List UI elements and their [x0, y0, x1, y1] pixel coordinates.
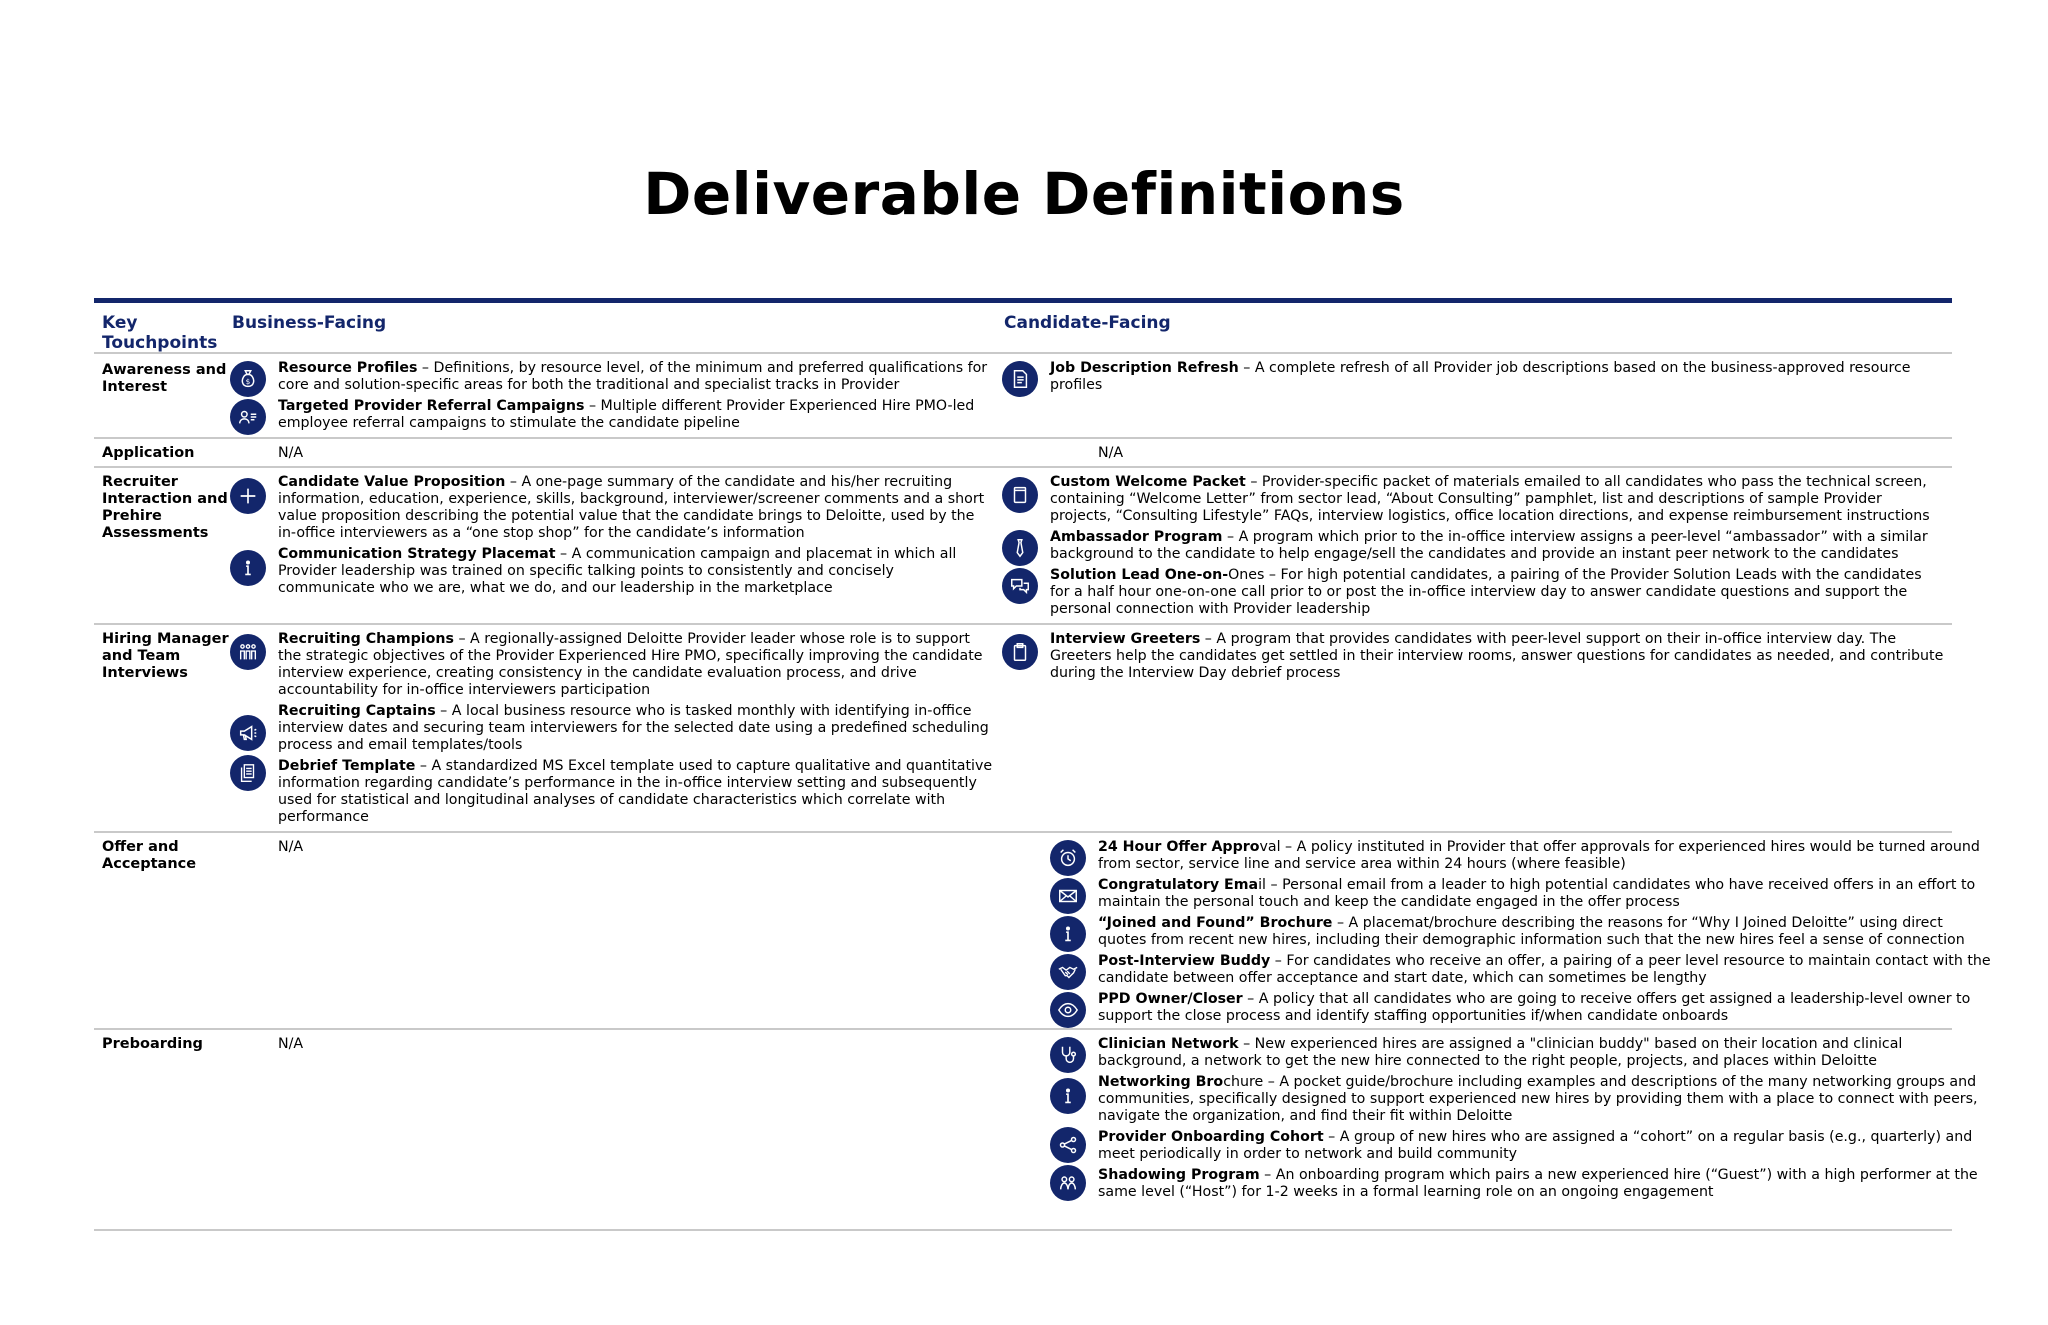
- deliverable-description: – Provider-specific packet of materials emailed to all candidates who pass the technical screen, containing “Welcome Letter” from sector lead, “About Consulting” pamphlet, list and descriptions of sample Provider projects, “Consulting Lifestyle” FAQs, interview logistics, office location directions, and expense reimbursement instructions: [1050, 474, 1930, 524]
- deliverable-item: [1050, 1036, 2000, 1074]
- definitions-table: [94, 298, 1991, 1231]
- business-cell: [230, 354, 1002, 437]
- deliverable-description: – New experienced hires are assigned a "clinician buddy" based on their location and clinical background, a network to get the new hire connected to the right people, projects, and places within Deloitte: [1098, 1036, 1903, 1069]
- deliverable-description: – A local business resource who is tasked monthly with identifying in-office interview dates and securing team interviewers for the selected date using a predefined scheduling process and email templates/tools: [278, 703, 989, 753]
- row-label: Hiring Manager and Team Interviews: [102, 631, 229, 681]
- deliverable-title: “Joined and Found” Brochure: [1098, 915, 1333, 931]
- row-label: Offer and Acceptance: [102, 839, 197, 872]
- deliverable-item: [1002, 474, 1952, 529]
- deliverable-item: [1050, 839, 2000, 877]
- row-label: Recruiter Interaction and Prehire Assessments: [102, 474, 228, 541]
- deliverable-description: Ones – For high potential candidates, a pairing of the Provider Solution Leads with the candidates for a half hour one-on-one call prior to or post the in-office interview day to answer candidate questions and support the personal connection with Provider leadership: [1050, 567, 1922, 617]
- svg-text:$: $: [245, 377, 251, 387]
- deliverable-item: [1050, 1167, 2000, 1201]
- row-hiring-manager: [94, 625, 1952, 833]
- clipboard-icon: [1002, 634, 1038, 670]
- header-business-facing: Business-Facing: [232, 313, 387, 333]
- team-icon: [230, 634, 266, 670]
- deliverable-item: [230, 546, 1002, 597]
- deliverable-title: Post-Interview Buddy: [1098, 953, 1271, 969]
- deliverable-title: Debrief Template: [278, 758, 416, 774]
- deliverable-title: Congratulatory Ema: [1098, 877, 1259, 893]
- candidate-cell: [1002, 625, 1952, 831]
- chat-bubbles-icon: [1002, 568, 1038, 604]
- deliverable-title: Communication Strategy Placemat: [278, 546, 556, 562]
- deliverable-description: – A standardized MS Excel template used to capture qualitative and quantitative information regarding candidate’s performance in the in-office interview setting and subsequently used for statistical and longitudinal analyses of candidate characteristics which correlate with performance: [278, 758, 993, 825]
- row-label: Awareness and Interest: [102, 362, 227, 395]
- candidate-na: N/A: [1098, 445, 1124, 461]
- deliverable-title: Provider Onboarding Cohort: [1098, 1129, 1324, 1145]
- deliverable-description: – A complete refresh of all Provider job descriptions based on the business-approved resource profiles: [1050, 360, 1911, 393]
- deliverable-description: – A one-page summary of the candidate and his/her recruiting information, education, experience, skills, background, interviewer/screener comments and a short value proposition describing the potential value that the candidate brings to Deloitte, used by the in-office interviewers as a “one stop shop” for the candidate’s information: [278, 474, 985, 541]
- deliverable-item: [1050, 953, 2000, 991]
- candidate-cell: [1050, 1030, 2000, 1229]
- deliverable-item: [230, 758, 1002, 826]
- share-icon: [1050, 1127, 1086, 1163]
- deliverable-item: [1050, 915, 2000, 953]
- eye-icon: [1050, 992, 1086, 1028]
- deliverable-item: [1050, 991, 2000, 1025]
- header-key-touchpoints: Key Touchpoints: [102, 313, 218, 353]
- deliverable-description: – Definitions, by resource level, of the minimum and preferred qualifications for core and solution-specific areas for both the traditional and specialist tracks in Provider: [278, 360, 988, 393]
- deliverable-description: – A group of new hires who are assigned a “cohort” on a regular basis (e.g., quarterly) and meet periodically in order to network and build community: [1098, 1129, 1973, 1162]
- row-recruiter-interaction: [94, 468, 1952, 625]
- candidate-cell: [1002, 354, 1952, 437]
- deliverable-item: [230, 360, 1002, 398]
- row-preboarding: [94, 1030, 1978, 1229]
- deliverable-title: Recruiting Captains: [278, 703, 436, 719]
- deliverable-title: Solution Lead One-on-: [1050, 567, 1229, 583]
- business-na: N/A: [278, 445, 304, 461]
- row-label: Application: [102, 445, 195, 461]
- table-header: [94, 303, 1952, 354]
- deliverable-description: – A policy that all candidates who are going to receive offers get assigned a leadership-level owner to support the close process and identify staffing opportunities if/when candidate onboards: [1098, 991, 1971, 1024]
- deliverable-item: [1002, 631, 1952, 682]
- deliverable-item: [1050, 1129, 2000, 1167]
- deliverable-description: – A regionally-assigned Deloitte Provider leader whose role is to support the strategic objectives of the Provider Experienced Hire PMO, specifically improving the candidate interview experience, creating consistency in the candidate evaluation process, and drive accountability for in-office interviewers participation: [278, 631, 983, 698]
- deliverable-title: Job Description Refresh: [1050, 360, 1239, 376]
- deliverable-description: – A placemat/brochure describing the reasons for “Why I Joined Deloitte” using direct quotes from recent new hires, including their demographic information such that the new hires feel a sense of connection: [1098, 915, 1965, 948]
- deliverable-item: [230, 474, 1002, 546]
- handshake-icon: [1050, 954, 1086, 990]
- header-candidate-facing: Candidate-Facing: [1004, 313, 1171, 333]
- deliverable-title: Ambassador Program: [1050, 529, 1223, 545]
- folder-icon: [1002, 477, 1038, 513]
- info-icon: [1050, 916, 1086, 952]
- deliverable-item: [230, 703, 1002, 758]
- deliverable-description: – An onboarding program which pairs a new experienced hire (“Guest”) with a high performer at the same level (“Host”) for 1-2 weeks in a formal learning role on an ongoing engagement: [1098, 1167, 1978, 1200]
- deliverable-title: Resource Profiles: [278, 360, 418, 376]
- deliverable-title: Interview Greeters: [1050, 631, 1201, 647]
- business-na: N/A: [278, 839, 304, 855]
- deliverable-item: [1002, 360, 1952, 394]
- deliverable-description: – A program that provides candidates with peer-level support on their in-office interview day. The Greeters help the candidates get settled in their interview rooms, answer questions for candidates as needed, and contribute during the Interview Day debrief process: [1050, 631, 1944, 681]
- deliverable-item: [1050, 877, 2000, 915]
- deliverable-description: chure – A pocket guide/brochure including examples and descriptions of the many networking groups and communities, specifically designed to support experienced new hires by providing them with a place to connect with peers, navigate the organization, and find their fit within Deloitte: [1098, 1074, 1978, 1124]
- envelope-icon: [1050, 878, 1086, 914]
- documents-icon: [230, 755, 266, 791]
- business-na: N/A: [278, 1036, 304, 1052]
- deliverable-item: [1050, 1074, 2000, 1129]
- row-offer-acceptance: [94, 833, 1991, 1030]
- deliverable-title: 24 Hour Offer Appro: [1098, 839, 1260, 855]
- money-bag-icon: [230, 361, 266, 397]
- people-pair-icon: [1050, 1165, 1086, 1201]
- info-icon: [1050, 1078, 1086, 1114]
- deliverable-title: Targeted Provider Referral Campaigns: [278, 398, 585, 414]
- candidate-cell: [1002, 468, 1952, 623]
- candidate-cell: [1050, 833, 2000, 1028]
- deliverable-title: Custom Welcome Packet: [1050, 474, 1246, 490]
- deliverable-item: [1002, 567, 1952, 618]
- row-label: Preboarding: [102, 1036, 203, 1052]
- business-cell: [230, 625, 1002, 831]
- deliverable-item: [1002, 529, 1952, 567]
- plus-icon: [230, 478, 266, 514]
- deliverable-title: PPD Owner/Closer: [1098, 991, 1243, 1007]
- row-application: [94, 439, 1952, 468]
- tie-icon: [1002, 530, 1038, 566]
- deliverable-description: – For candidates who receive an offer, a pairing of a peer level resource to maintain contact with the candidate between offer acceptance and start date, which can sometimes be lengthy: [1098, 953, 1991, 986]
- deliverable-title: Candidate Value Proposition: [278, 474, 506, 490]
- deliverable-description: – Multiple different Provider Experienced Hire PMO-led employee referral campaigns to stimulate the candidate pipeline: [278, 398, 975, 431]
- info-icon: [230, 550, 266, 586]
- deliverable-title: Networking Bro: [1098, 1074, 1224, 1090]
- document-icon: [1002, 361, 1038, 397]
- deliverable-title: Clinician Network: [1098, 1036, 1239, 1052]
- stethoscope-icon: [1050, 1037, 1086, 1073]
- deliverable-title: Recruiting Champions: [278, 631, 454, 647]
- page-title: Deliverable Definitions: [643, 160, 1405, 228]
- deliverable-title: Shadowing Program: [1098, 1167, 1260, 1183]
- deliverable-description: – A program which prior to the in-office interview assigns a peer-level “ambassador” with a similar background to the candidate to help engage/sell the candidates and provide an instant peer network to the candidates: [1050, 529, 1928, 562]
- deliverable-description: val – A policy instituted in Provider that offer approvals for experienced hires would be turned around from sector, service line and service area within 24 hours (where feasible): [1098, 839, 1980, 872]
- referral-person-icon: [230, 399, 266, 435]
- deliverable-description: il – Personal email from a leader to high potential candidates who have received offers in an effort to maintain the personal touch and keep the candidate engaged in the offer process: [1098, 877, 1976, 910]
- deliverable-description: – A communication campaign and placemat in which all Provider leadership was trained on specific talking points to consistently and concisely communicate who we are, what we do, and our leadership in the marketplace: [278, 546, 957, 596]
- row-awareness: [94, 354, 1952, 439]
- alarm-clock-icon: [1050, 840, 1086, 876]
- deliverable-item: [230, 398, 1002, 432]
- megaphone-icon: [230, 715, 266, 751]
- business-cell: [230, 468, 1002, 623]
- deliverable-item: [230, 631, 1002, 703]
